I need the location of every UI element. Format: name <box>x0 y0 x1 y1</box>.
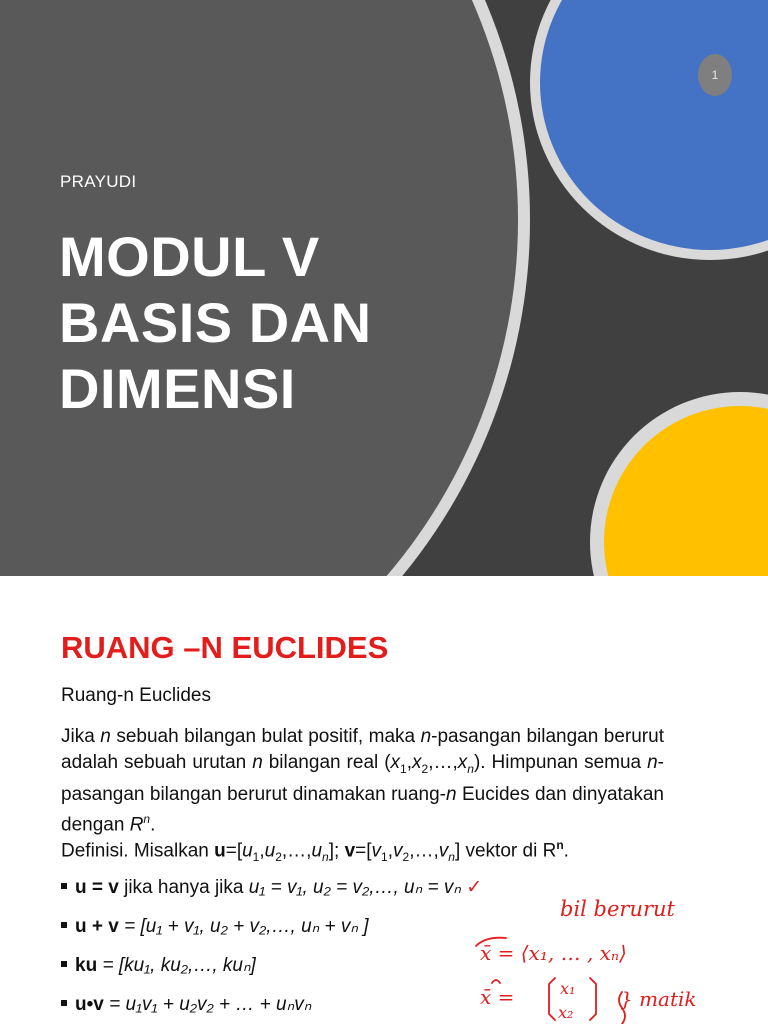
right-brace <box>619 992 625 1024</box>
title-line-1: MODUL V <box>59 225 320 288</box>
handwriting-line-3: x̄ = <box>480 985 515 1009</box>
title-line-3: DIMENSI <box>59 357 296 420</box>
bullet-marker <box>61 1000 67 1006</box>
blue-circle <box>540 0 768 250</box>
definition-paragraph: Jika n sebuah bilangan bulat positif, maka n-pasangan bilangan berurut adalah sebuah urutan n bilangan real $(x_1,x_2,\dots,x_n)$. Himpunan semua n-pasangan bilangan berurut dinamakan ruang-n Eucides dan dinyatakan dengan $R^n$. <box>61 726 664 836</box>
handwriting-vector-top: x₁ <box>560 979 576 998</box>
bullet-scalar: ku = [ku₁, ku₂,…, kuₙ] <box>61 954 256 977</box>
author-name: PRAYUDI <box>60 172 137 191</box>
slide-number-badge: 1 <box>698 54 732 96</box>
bullet-addition: u + v = [u₁ + v₁, u₂ + v₂,…, uₙ + vₙ ] <box>61 915 369 938</box>
matrix-bracket-right <box>590 978 596 1020</box>
slide-title <box>59 224 372 422</box>
section-heading: RUANG –N EUCLIDES <box>61 630 389 665</box>
title-line-2: BASIS DAN <box>59 291 372 354</box>
vector-definition: Definisi. Misalkan $u=[u_1,u_2,\dots,u_n]$; $v=[v_1,v_2,\dots,v_n]$ vektor di $R^n$. <box>61 838 569 865</box>
bullet-dot-product: u•v = u₁v₁ + u₂v₂ + … + uₙvₙ <box>61 993 311 1016</box>
matrix-bracket-left <box>549 978 555 1020</box>
section-subheading: Ruang-n Euclides <box>61 685 211 706</box>
handwriting-line-1: bil berurut <box>560 897 675 921</box>
handwriting-line-2: x̄ = ⟨x₁, … , xₙ⟩ <box>480 941 627 965</box>
underline-stroke <box>476 938 506 946</box>
handwriting-line-3-right: } matik <box>620 987 697 1011</box>
handwriting-vector-bottom: x₂ <box>558 1003 574 1022</box>
bullet-marker <box>61 961 67 967</box>
yellow-circle <box>604 406 768 576</box>
bullet-marker <box>61 922 67 928</box>
bullet-marker <box>61 883 67 889</box>
check-mark: ✓ <box>466 877 483 898</box>
content-slide <box>0 576 768 1024</box>
bullet-equality: u = v jika hanya jika u₁ = v₁, u₂ = v₂,…, uₙ = vₙ ✓ <box>61 876 482 899</box>
